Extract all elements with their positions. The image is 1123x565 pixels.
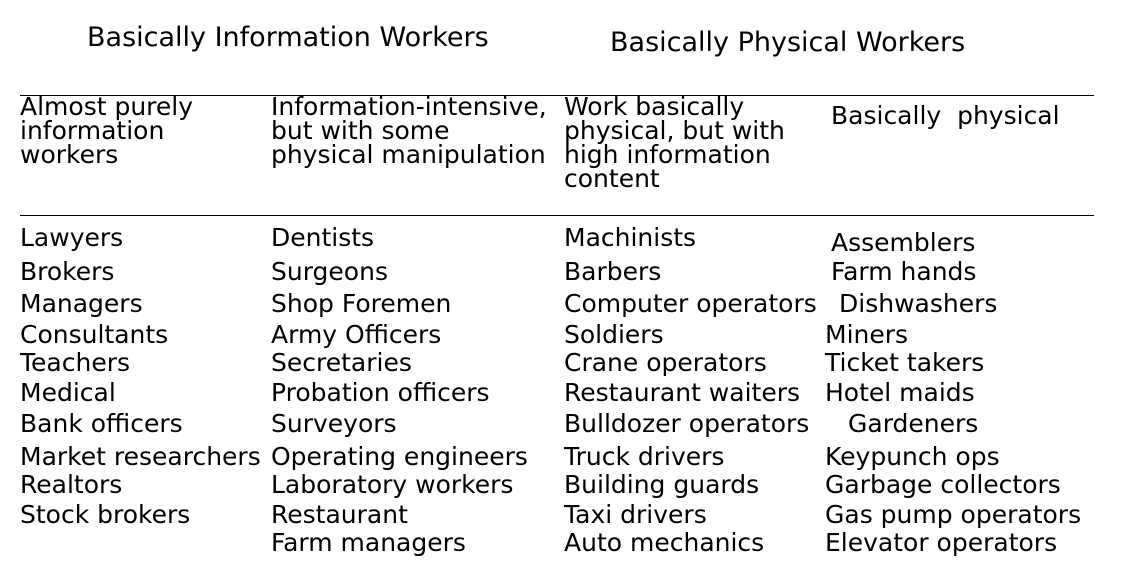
list-item: Crane operators	[564, 348, 767, 377]
list-item: Assemblers	[831, 228, 976, 257]
list-item: Truck drivers	[564, 442, 725, 471]
subheader-physical-high-info: Work basically physical, but with high information content	[564, 92, 785, 193]
list-item: Secretaries	[271, 348, 412, 377]
list-item: Laboratory workers	[271, 470, 514, 499]
list-item: Bulldozer operators	[564, 409, 810, 438]
list-item: Brokers	[20, 257, 115, 286]
list-item: Restaurant waiters	[564, 378, 801, 407]
list-item: Stock brokers	[20, 500, 191, 529]
list-item: Teachers	[20, 348, 130, 377]
list-item: Miners	[825, 320, 909, 349]
list-item: Elevator operators	[825, 528, 1058, 557]
list-item: Dishwashers	[839, 289, 998, 318]
list-item: Restaurant	[271, 500, 408, 529]
list-item: Soldiers	[564, 320, 664, 349]
list-item: Market researchers	[20, 442, 261, 471]
list-item: Surveyors	[271, 409, 397, 438]
list-item: Managers	[20, 289, 143, 318]
middle-divider	[20, 215, 1094, 216]
list-item: Operating engineers	[271, 442, 528, 471]
list-item: Machinists	[564, 223, 697, 252]
list-item: Hotel maids	[825, 378, 975, 407]
list-item: Lawyers	[20, 223, 124, 252]
list-item: Bank officers	[20, 409, 183, 438]
list-item: Auto mechanics	[564, 528, 765, 557]
list-item: Garbage collectors	[825, 470, 1061, 499]
list-item: Dentists	[271, 223, 375, 252]
list-item: Army Officers	[271, 320, 442, 349]
list-item: Ticket takers	[825, 348, 985, 377]
list-item: Farm managers	[271, 528, 466, 557]
physical-workers-heading: Basically Physical Workers	[610, 27, 966, 58]
list-item: Realtors	[20, 470, 123, 499]
subheader-basically-physical: Basically physical	[831, 101, 1060, 130]
subheader-information-intensive: Information-intensive, but with some physical manipulation	[271, 92, 547, 169]
list-item: Computer operators	[564, 289, 817, 318]
list-item: Building guards	[564, 470, 760, 499]
list-item: Taxi drivers	[564, 500, 707, 529]
list-item: Shop Foremen	[271, 289, 452, 318]
list-item: Consultants	[20, 320, 169, 349]
subheader-purely-information: Almost purely information workers	[20, 92, 194, 169]
list-item: Probation officers	[271, 378, 490, 407]
list-item: Surgeons	[271, 257, 388, 286]
list-item: Barbers	[564, 257, 662, 286]
list-item: Medical	[20, 378, 116, 407]
list-item: Gardeners	[848, 409, 979, 438]
list-item: Keypunch ops	[825, 442, 1000, 471]
list-item: Farm hands	[831, 257, 977, 286]
list-item: Gas pump operators	[825, 500, 1082, 529]
information-workers-heading: Basically Information Workers	[87, 22, 489, 53]
